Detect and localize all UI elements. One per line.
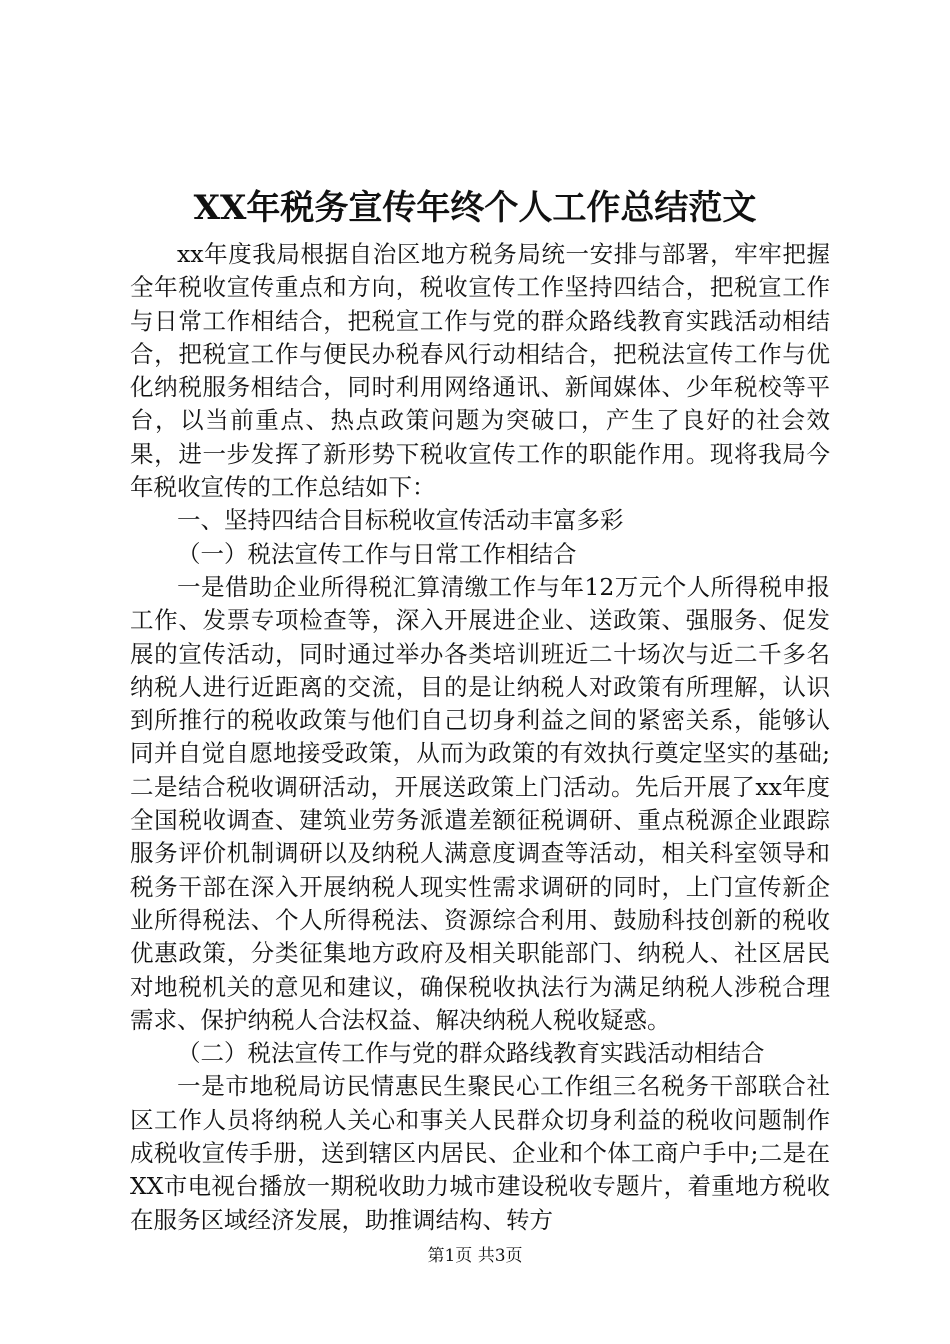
subsection-heading-2: （二）税法宣传工作与党的群众路线教育实践活动相结合	[177, 1039, 765, 1068]
paragraph-subsection-2: 一是市地税局访民情惠民生聚民心工作组三名税务干部联合社区工作人员将纳税人关心和事关人民群众切身利益的税收问题制作成税收宣传手册，送到辖区内居民、企业和个体工商户手中;二是在XX市电视台播放一期税收助力城市建设税收专题片，着重地方税收在服务区域经济发展，助推调结构、转方	[130, 1072, 830, 1234]
document-body	[130, 238, 830, 1237]
subsection-heading-1: （一）税法宣传工作与日常工作相结合	[177, 539, 577, 568]
document-title: XX年税务宣传年终个人工作总结范文	[193, 188, 757, 228]
paragraph-subsection-1: 一是借助企业所得税汇算清缴工作与年12万元个人所得税申报工作、发票专项检查等，深入开展进企业、送政策、强服务、促发展的宣传活动，同时通过举办各类培训班近二十场次与近二千多名纳税人进行近距离的交流，目的是让纳税人对政策有所理解，认识到所推行的税收政策与他们自己切身利益之间的紧密关系，能够认同并自觉自愿地接受政策，从而为政策的有效执行奠定坚实的基础;二是结合税收调研活动，开展送政策上门活动。先后开展了xx年度全国税收调查、建筑业劳务派遣差额征税调研、重点税源企业跟踪服务评价机制调研以及纳税人满意度调查等活动，相关科室领导和税务干部在深入开展纳税人现实性需求调研的同时，上门宣传新企业所得税法、个人所得税法、资源综合利用、鼓励科技创新的税收优惠政策，分类征集地方政府及相关职能部门、纳税人、社区居民对地税机关的意见和建议，确保税收执法行为满足纳税人涉税合理需求、保护纳税人合法权益、解决纳税人税收疑惑。	[130, 572, 830, 1034]
page-number-footer: 第1页 共3页	[427, 1246, 523, 1266]
section-heading-1: 一、坚持四结合目标税收宣传活动丰富多彩	[177, 506, 624, 535]
paragraph-intro: xx年度我局根据自治区地方税务局统一安排与部署，牢牢把握全年税收宣传重点和方向，税收宣传工作坚持四结合，把税宣工作与日常工作相结合，把税宣工作与党的群众路线教育实践活动相结合，把税宣工作与便民办税春风行动相结合，把税法宣传工作与优化纳税服务相结合，同时利用网络通讯、新闻媒体、少年税校等平台，以当前重点、热点政策问题为突破口，产生了良好的社会效果，进一步发挥了新形势下税收宣传工作的职能作用。现将我局今年税收宣传的工作总结如下：	[130, 240, 830, 502]
